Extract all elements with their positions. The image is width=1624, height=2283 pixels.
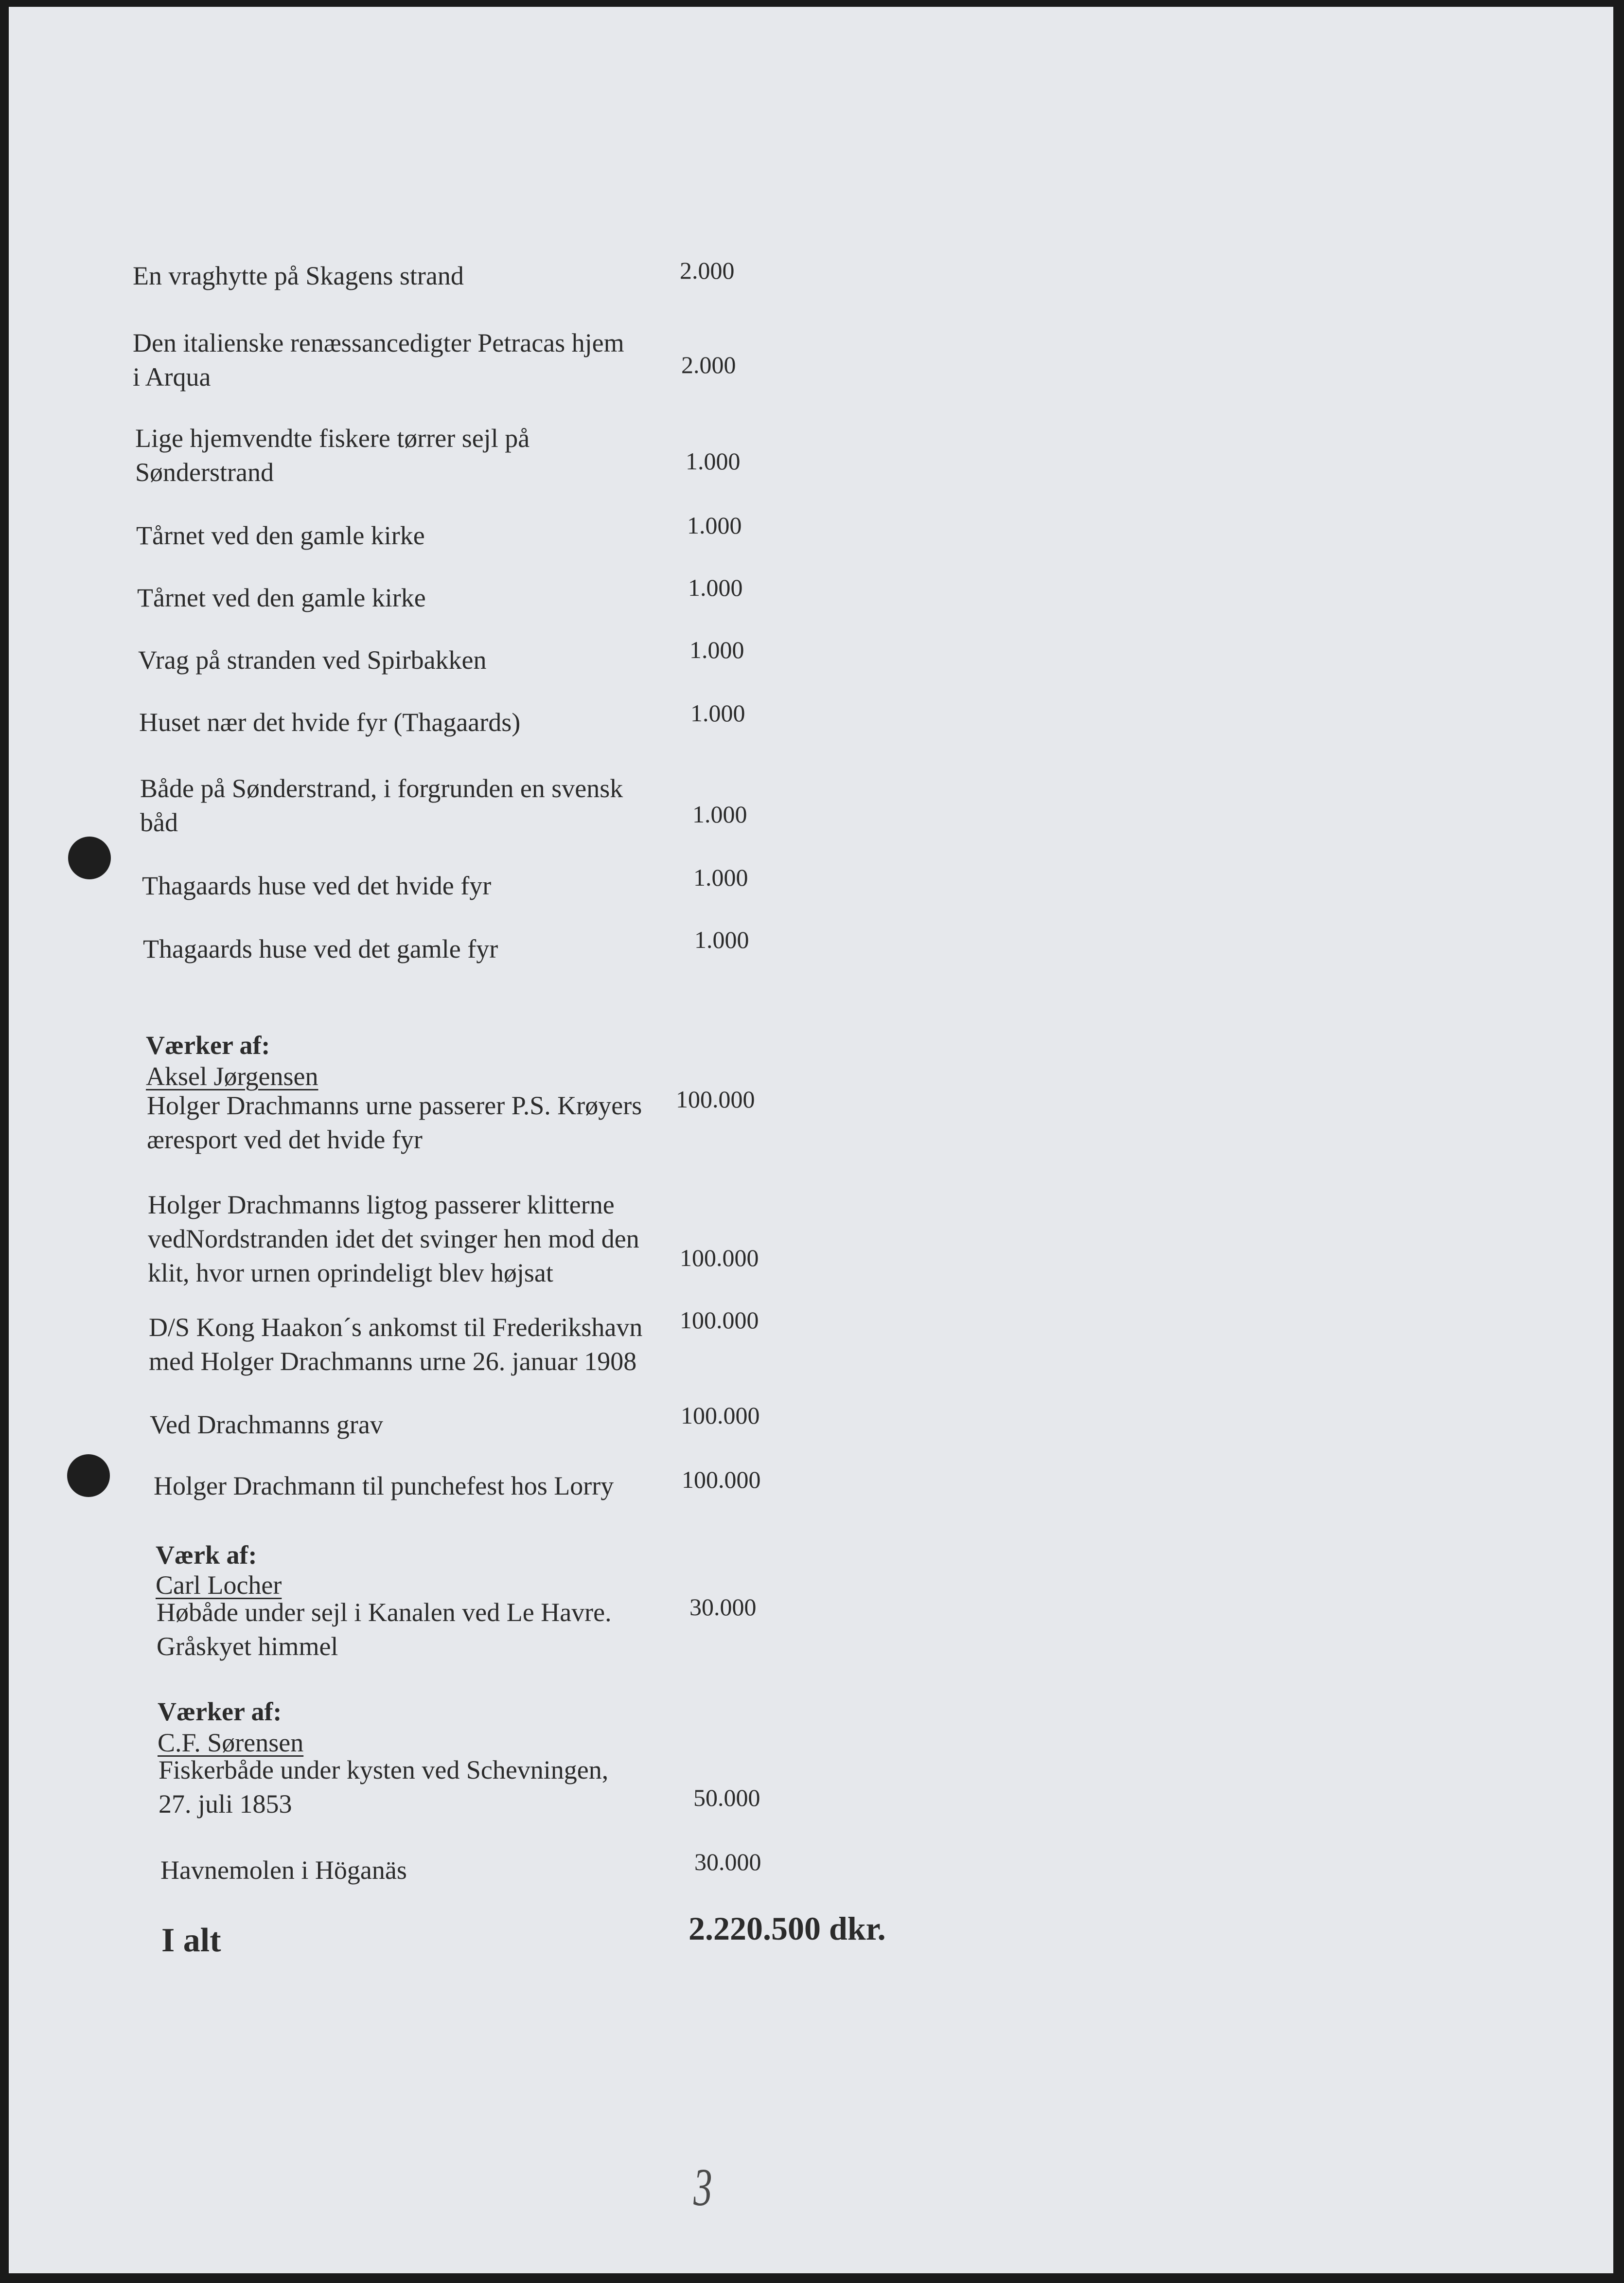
artwork-title — [154, 1469, 679, 1503]
artist-name: Aksel Jørgensen — [146, 1062, 318, 1091]
artwork-title — [133, 326, 658, 394]
artwork-value: 30.000 — [689, 1593, 757, 1621]
total-label: I alt — [161, 1922, 221, 1959]
artwork-value: 50.000 — [693, 1784, 760, 1811]
artwork-title-line: æresport ved det hvide fyr — [147, 1125, 423, 1154]
punch-hole-bottom — [67, 1454, 110, 1497]
punch-hole-top — [68, 837, 111, 879]
artwork-title — [136, 518, 661, 553]
artwork-value: 100.000 — [680, 1244, 759, 1271]
artwork-title — [147, 1088, 672, 1157]
artwork-title-line: 27. juli 1853 — [159, 1789, 292, 1819]
artwork-value: 1.000 — [690, 699, 745, 727]
artwork-title-line: Høbåde under sejl i Kanalen ved Le Havre. — [157, 1598, 612, 1627]
artist-name: Carl Locher — [156, 1570, 282, 1600]
artwork-title-line: Den italienske renæssancedigter Petracas hjem — [133, 328, 624, 357]
artwork-value: 2.000 — [681, 351, 736, 378]
artwork-value: 1.000 — [688, 574, 743, 601]
artwork-title — [138, 643, 663, 677]
artwork-title — [135, 421, 660, 489]
artwork-title-line: med Holger Drachmanns urne 26. januar 1908 — [149, 1347, 637, 1376]
artwork-title — [137, 581, 662, 615]
artwork-value: 1.000 — [693, 864, 748, 891]
artwork-title — [133, 259, 658, 293]
artwork-title-line: båd — [140, 808, 178, 837]
total-value: 2.220.500 dkr. — [688, 1910, 886, 1947]
artwork-title-line: Huset nær det hvide fyr (Thagaards) — [139, 708, 521, 737]
artwork-title-line: Ved Drachmanns grav — [150, 1410, 383, 1439]
artwork-title-line: En vraghytte på Skagens strand — [133, 261, 464, 290]
artwork-title-line: Sønderstrand — [135, 458, 274, 487]
artwork-value: 1.000 — [686, 447, 741, 475]
section-heading: Værker af: — [158, 1697, 282, 1726]
artwork-value: 100.000 — [676, 1086, 755, 1113]
artwork-value: 100.000 — [681, 1402, 760, 1429]
artwork-title-line: Både på Sønderstrand, i forgrunden en svensk — [140, 774, 623, 803]
artwork-title-line: Gråskyet himmel — [157, 1632, 338, 1661]
artwork-title-line: Thagaards huse ved det gamle fyr — [143, 934, 498, 963]
artwork-title-line: Holger Drachmanns urne passerer P.S. Krøyers — [147, 1091, 642, 1120]
artwork-title-line: i Arqua — [133, 362, 211, 392]
artwork-title — [143, 932, 668, 966]
artwork-title-line: Vrag på stranden ved Spirbakken — [138, 645, 487, 675]
artwork-title — [150, 1408, 675, 1442]
artwork-title — [157, 1595, 682, 1663]
artwork-title-line: klit, hvor urnen oprindeligt blev højsat — [148, 1258, 553, 1287]
artwork-title-line: Tårnet ved den gamle kirke — [136, 521, 425, 550]
document-page — [9, 7, 1613, 2273]
artwork-title-line: Havnemolen i Höganäs — [160, 1855, 407, 1885]
artwork-title — [148, 1188, 673, 1290]
artwork-value: 30.000 — [694, 1848, 761, 1875]
section-heading: Værker af: — [146, 1031, 270, 1060]
artwork-value: 1.000 — [692, 801, 747, 828]
artwork-title-line: Holger Drachmann til punchefest hos Lorry — [154, 1471, 614, 1500]
artwork-title — [160, 1853, 686, 1887]
artwork-title — [142, 869, 667, 903]
artwork-title-line: Lige hjemvendte fiskere tørrer sejl på — [135, 424, 530, 453]
artwork-value: 100.000 — [682, 1466, 761, 1493]
artist-name: C.F. Sørensen — [158, 1728, 304, 1757]
artwork-value: 1.000 — [687, 512, 742, 539]
artwork-title — [159, 1753, 684, 1821]
artwork-title — [139, 705, 664, 739]
artwork-title — [140, 771, 665, 839]
page-number: 3 — [693, 2158, 712, 2217]
artwork-title — [149, 1310, 674, 1378]
artwork-value: 1.000 — [689, 636, 744, 663]
section-heading: Værk af: — [156, 1540, 257, 1570]
artwork-title-line: Tårnet ved den gamle kirke — [137, 583, 426, 612]
artwork-value: 100.000 — [680, 1306, 759, 1334]
artwork-value: 2.000 — [680, 257, 735, 284]
artwork-title-line: Holger Drachmanns ligtog passerer klitterne — [148, 1190, 615, 1219]
artwork-title-line: D/S Kong Haakon´s ankomst til Frederikshavn — [149, 1313, 643, 1342]
artwork-title-line: vedNordstranden idet det svinger hen mod den — [148, 1224, 639, 1253]
artwork-title-line: Thagaards huse ved det hvide fyr — [142, 871, 492, 900]
artwork-title-line: Fiskerbåde under kysten ved Schevningen, — [159, 1755, 609, 1784]
artwork-value: 1.000 — [694, 926, 749, 953]
